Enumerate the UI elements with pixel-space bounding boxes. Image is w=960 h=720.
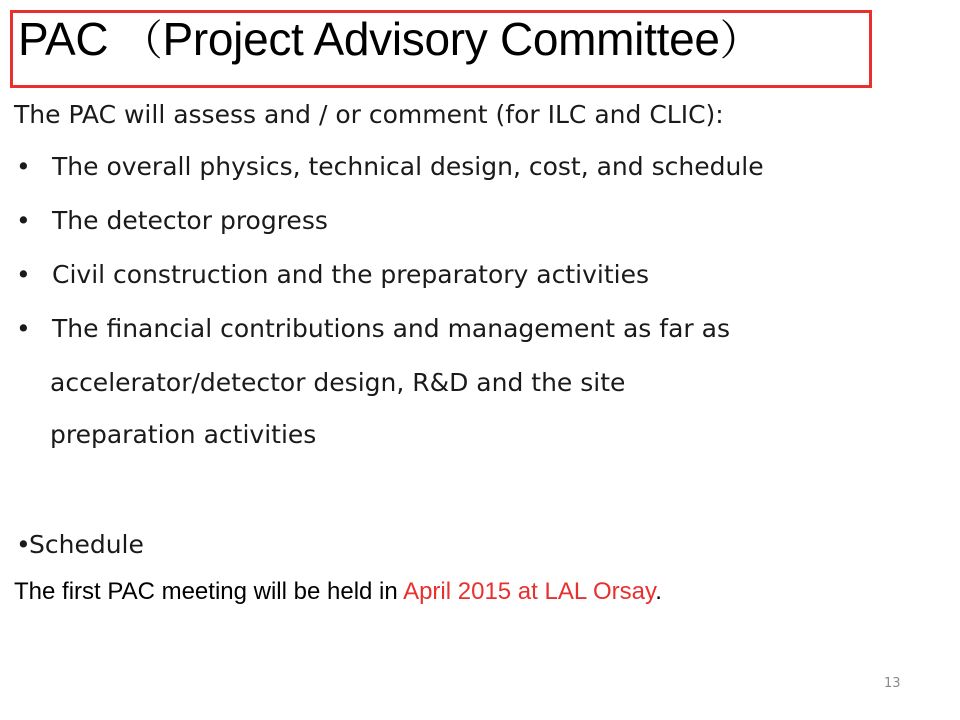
bullet-text: The detector progress [52,206,328,235]
bullet-item [16,260,649,289]
bullet-continuation: preparation activities [50,420,317,449]
meeting-prefix: The first PAC meeting will be held in [14,578,404,605]
bullet-continuation: accelerator/detector design, R&D and the site [50,368,626,397]
bullet-marker: • [16,260,31,289]
bullet-item [16,206,328,235]
bullet-text: Civil construction and the preparatory activities [52,260,649,289]
meeting-sentence [14,578,662,606]
title-close-paren: ） [719,17,762,64]
intro-text: The PAC will assess and / or comment (for ILC and CLIC): [14,100,724,129]
meeting-highlight: April 2015 at LAL Orsay [403,578,656,605]
page-number: 13 [884,676,901,691]
title-open-paren: （ [120,17,163,64]
bullet-item [16,314,730,343]
bullet-text: The overall physics, technical design, cost, and schedule [52,152,764,181]
bullet-item [16,152,764,181]
schedule-label: Schedule [29,530,144,559]
bullet-marker: • [16,206,31,235]
bullet-text: The financial contributions and management as far as [52,314,730,343]
meeting-suffix: . [655,578,662,605]
title-main: PAC [18,13,109,65]
schedule-heading [16,530,144,559]
bullet-marker: • [16,314,31,343]
bullet-marker: • [16,530,31,559]
slide-title [18,8,761,68]
bullet-marker: • [16,152,31,181]
title-inner: Project Advisory Committee [162,13,720,65]
